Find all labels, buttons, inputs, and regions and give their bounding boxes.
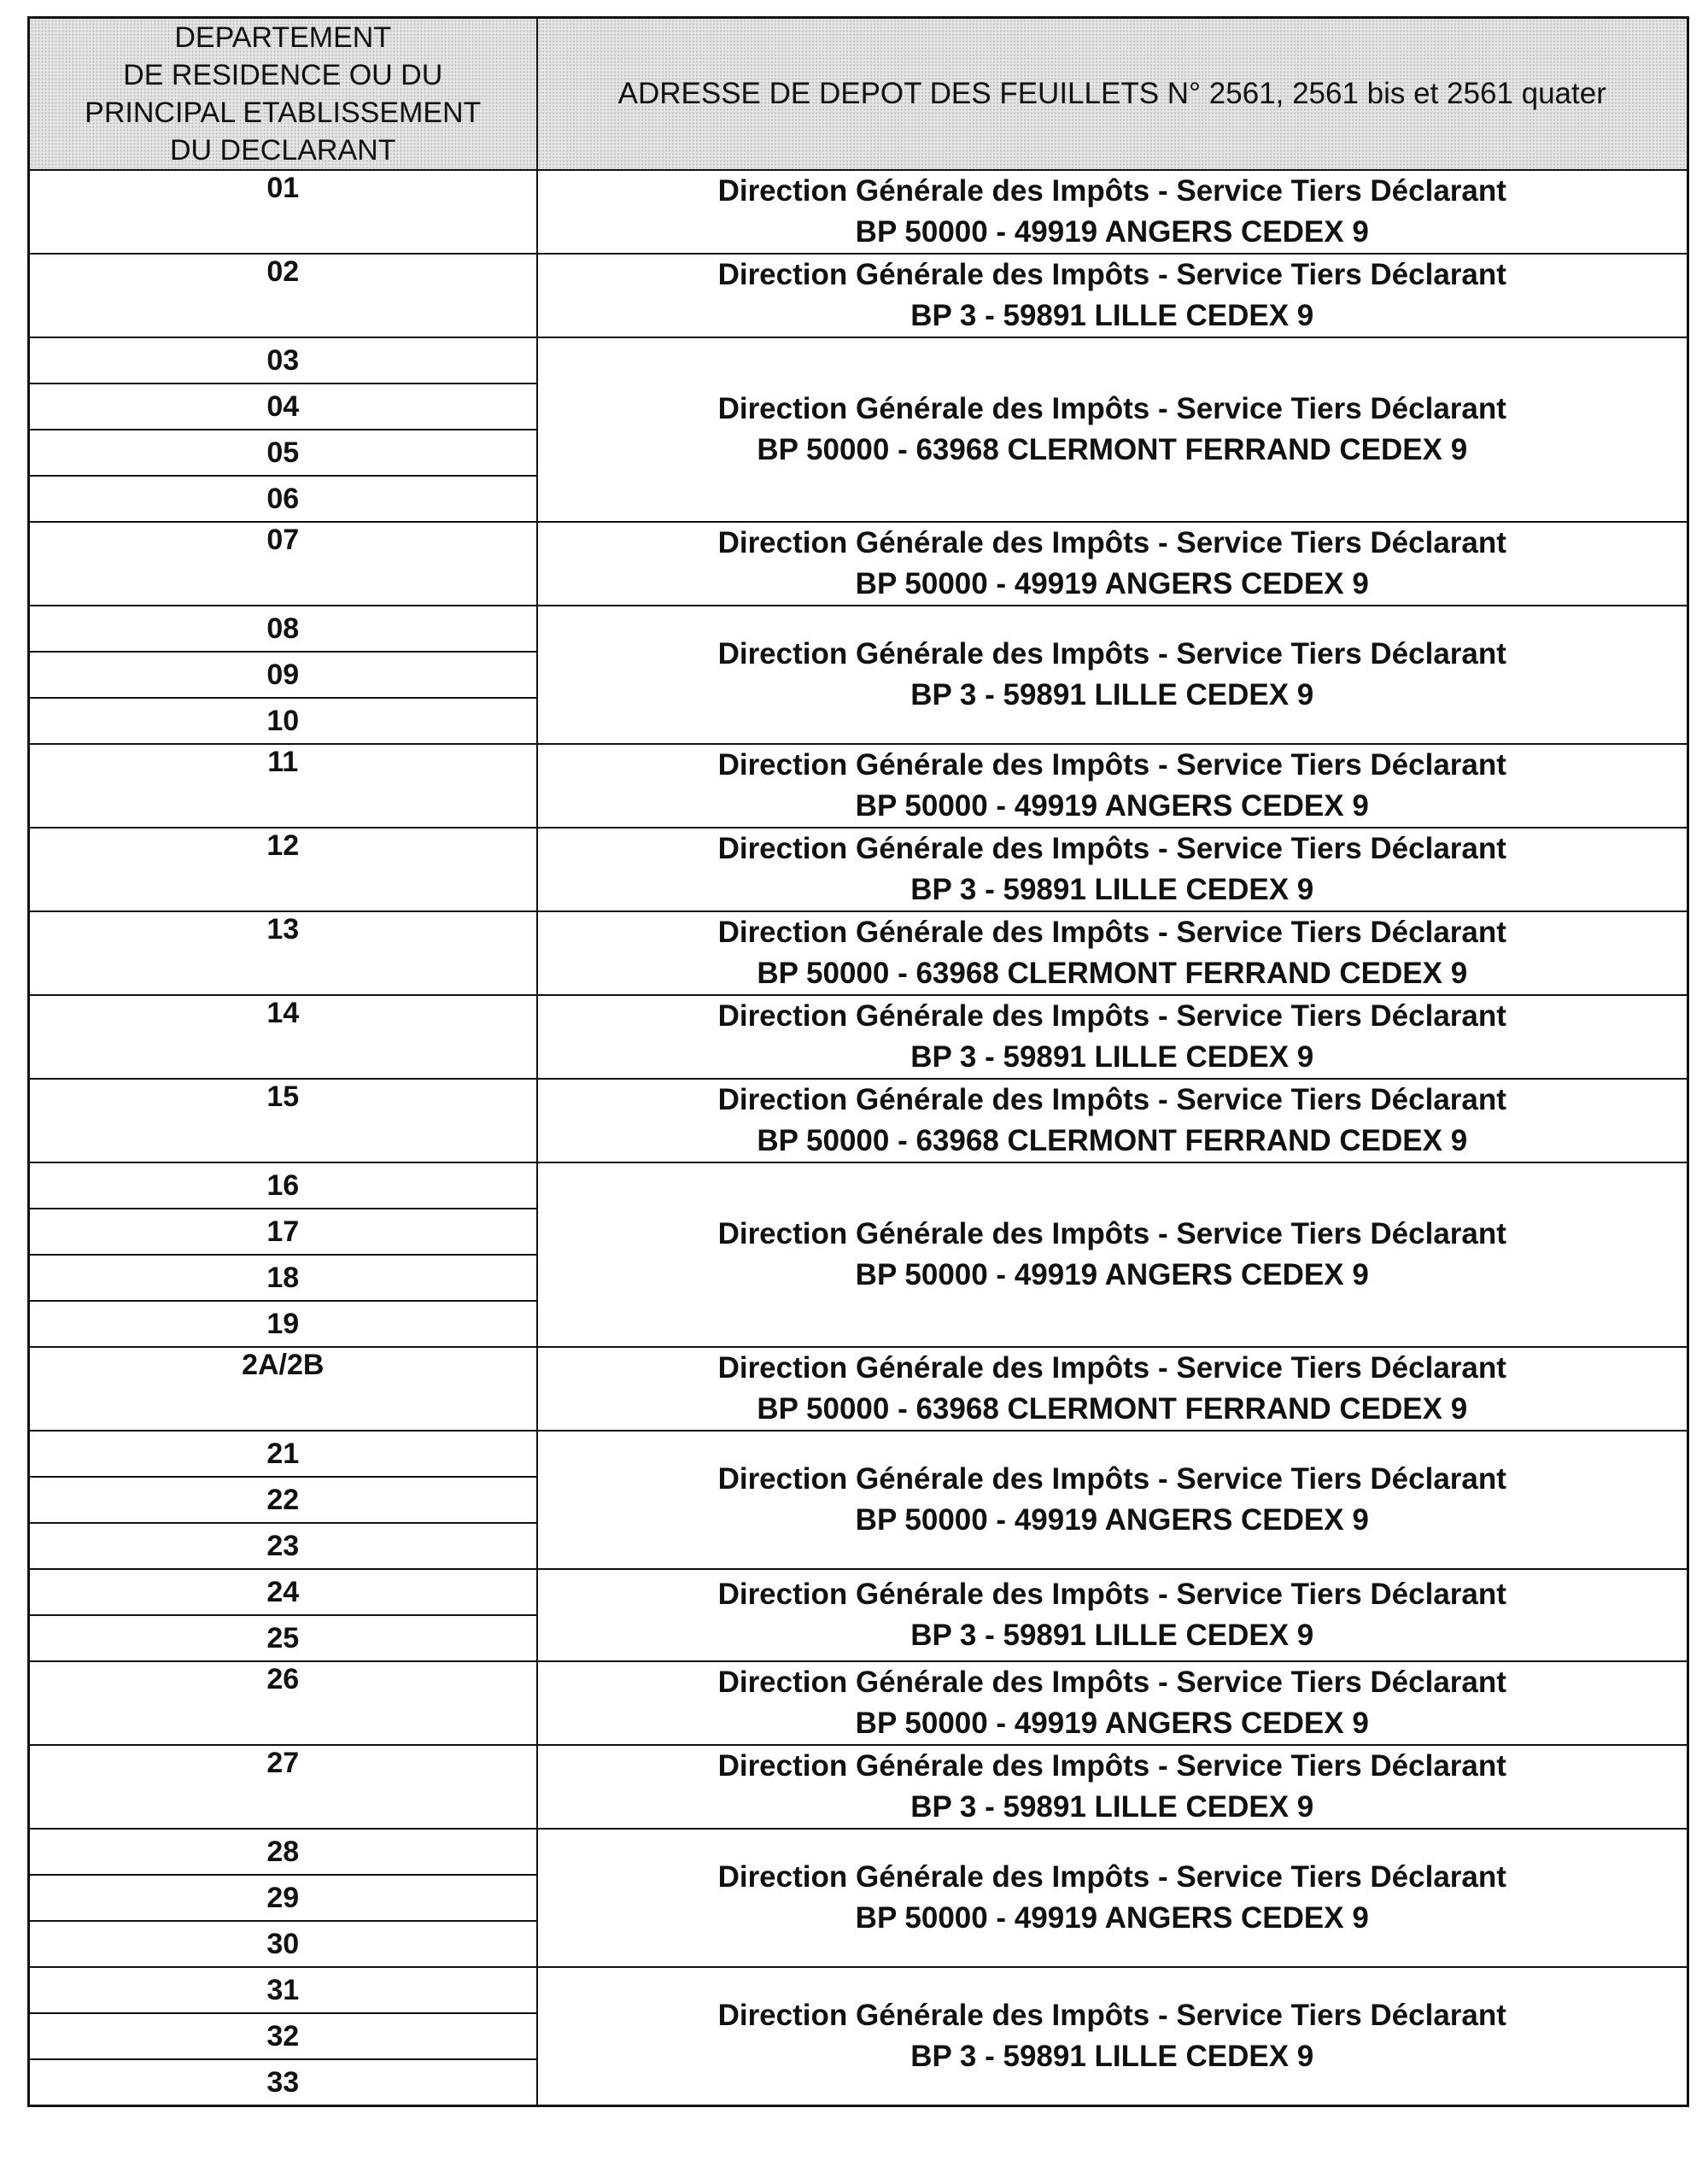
table-row [29, 1079, 1688, 1162]
department-code-cell: 03 [29, 337, 537, 384]
deposit-address-cell [537, 1661, 1688, 1745]
deposit-address-cell [537, 522, 1688, 606]
address-office-line: Direction Générale des Impôts - Service Tiers Déclarant [717, 1666, 1506, 1699]
address-header-text: ADRESSE DE DEPOT DES FEUILLETS N° 2561, 2561 bis et 2561 quater [617, 77, 1606, 110]
document-page [27, 16, 1687, 2107]
department-code-cell: 29 [29, 1875, 537, 1921]
deposit-address-cell [537, 744, 1688, 828]
address-postal-line: BP 50000 - 63968 CLERMONT FERRAND CEDEX 9 [757, 433, 1468, 466]
deposit-address-cell [537, 995, 1688, 1079]
table-row [29, 1661, 1688, 1745]
address-postal-line: BP 50000 - 49919 ANGERS CEDEX 9 [855, 1503, 1369, 1537]
header-row [29, 18, 1688, 171]
address-postal-line: BP 3 - 59891 LILLE CEDEX 9 [910, 299, 1314, 332]
department-code-cell: 28 [29, 1829, 537, 1875]
address-postal-line: BP 50000 - 49919 ANGERS CEDEX 9 [855, 789, 1369, 823]
department-code-cell: 01 [29, 170, 537, 254]
department-header-line: DE RESIDENCE OU DU [123, 59, 443, 91]
address-office-line: Direction Générale des Impôts - Service Tiers Déclarant [717, 832, 1506, 865]
deposit-address-cell [537, 337, 1688, 522]
department-code-cell: 31 [29, 1967, 537, 2013]
address-postal-line: BP 3 - 59891 LILLE CEDEX 9 [910, 1040, 1314, 1074]
address-postal-line: BP 3 - 59891 LILLE CEDEX 9 [910, 873, 1314, 906]
address-office-line: Direction Générale des Impôts - Service Tiers Déclarant [717, 392, 1506, 425]
department-code-cell: 18 [29, 1255, 537, 1301]
address-column-header [537, 18, 1688, 171]
table-row [29, 522, 1688, 606]
address-postal-line: BP 50000 - 63968 CLERMONT FERRAND CEDEX 9 [757, 1392, 1468, 1426]
address-postal-line: BP 50000 - 49919 ANGERS CEDEX 9 [855, 1258, 1369, 1291]
department-header-line: PRINCIPAL ETABLISSEMENT [85, 97, 482, 129]
deposit-address-cell [537, 911, 1688, 995]
department-header-line: DU DECLARANT [170, 134, 396, 167]
department-code-cell: 30 [29, 1921, 537, 1967]
department-code-cell: 16 [29, 1162, 537, 1209]
table-row [29, 606, 1688, 652]
department-code-cell: 02 [29, 254, 537, 337]
department-code-cell: 07 [29, 522, 537, 606]
table-row [29, 1347, 1688, 1431]
department-code-cell: 08 [29, 606, 537, 652]
deposit-address-cell [537, 606, 1688, 744]
table-row [29, 254, 1688, 337]
address-office-line: Direction Générale des Impôts - Service Tiers Déclarant [717, 1749, 1506, 1783]
department-code-cell: 10 [29, 698, 537, 744]
address-postal-line: BP 50000 - 63968 CLERMONT FERRAND CEDEX 9 [757, 1124, 1468, 1157]
table-row [29, 1162, 1688, 1209]
department-code-cell: 22 [29, 1477, 537, 1523]
table-row [29, 1829, 1688, 1875]
department-code-cell: 24 [29, 1569, 537, 1615]
address-postal-line: BP 50000 - 49919 ANGERS CEDEX 9 [855, 1707, 1369, 1740]
deposit-address-cell [537, 1745, 1688, 1829]
deposit-address-cell [537, 254, 1688, 337]
deposit-address-table [27, 16, 1689, 2107]
table-row [29, 1431, 1688, 1477]
department-column-header [29, 18, 537, 171]
address-office-line: Direction Générale des Impôts - Service Tiers Déclarant [717, 174, 1506, 208]
department-code-cell: 23 [29, 1523, 537, 1569]
deposit-address-cell [537, 1347, 1688, 1431]
table-row [29, 1569, 1688, 1615]
department-code-cell: 09 [29, 652, 537, 698]
table-row [29, 828, 1688, 911]
department-code-cell: 05 [29, 430, 537, 476]
table-row [29, 995, 1688, 1079]
deposit-address-cell [537, 828, 1688, 911]
deposit-address-cell [537, 170, 1688, 254]
department-code-cell: 04 [29, 384, 537, 430]
deposit-address-cell [537, 1967, 1688, 2106]
department-code-cell: 13 [29, 911, 537, 995]
table-body [29, 170, 1688, 2106]
address-postal-line: BP 50000 - 49919 ANGERS CEDEX 9 [855, 215, 1369, 249]
address-postal-line: BP 3 - 59891 LILLE CEDEX 9 [910, 2040, 1314, 2073]
address-office-line: Direction Générale des Impôts - Service Tiers Déclarant [717, 1217, 1506, 1250]
address-postal-line: BP 50000 - 63968 CLERMONT FERRAND CEDEX 9 [757, 957, 1468, 990]
department-header-line: DEPARTEMENT [174, 21, 392, 54]
deposit-address-cell [537, 1569, 1688, 1661]
deposit-address-cell [537, 1079, 1688, 1162]
address-postal-line: BP 3 - 59891 LILLE CEDEX 9 [910, 1790, 1314, 1824]
deposit-address-cell [537, 1829, 1688, 1967]
department-code-cell: 15 [29, 1079, 537, 1162]
department-code-cell: 19 [29, 1301, 537, 1347]
department-code-cell: 25 [29, 1615, 537, 1661]
address-postal-line: BP 3 - 59891 LILLE CEDEX 9 [910, 678, 1314, 711]
address-office-line: Direction Générale des Impôts - Service Tiers Déclarant [717, 1860, 1506, 1894]
address-office-line: Direction Générale des Impôts - Service Tiers Déclarant [717, 1578, 1506, 1611]
address-office-line: Direction Générale des Impôts - Service Tiers Déclarant [717, 526, 1506, 559]
department-code-cell: 11 [29, 744, 537, 828]
department-code-cell: 2A/2B [29, 1347, 537, 1431]
department-code-cell: 06 [29, 476, 537, 522]
address-office-line: Direction Générale des Impôts - Service Tiers Déclarant [717, 999, 1506, 1033]
department-code-cell: 32 [29, 2013, 537, 2059]
address-office-line: Direction Générale des Impôts - Service Tiers Déclarant [717, 258, 1506, 291]
address-office-line: Direction Générale des Impôts - Service Tiers Déclarant [717, 1999, 1506, 2032]
address-office-line: Direction Générale des Impôts - Service Tiers Déclarant [717, 1462, 1506, 1496]
department-code-cell: 21 [29, 1431, 537, 1477]
address-office-line: Direction Générale des Impôts - Service Tiers Déclarant [717, 916, 1506, 949]
address-postal-line: BP 50000 - 49919 ANGERS CEDEX 9 [855, 567, 1369, 600]
department-code-cell: 26 [29, 1661, 537, 1745]
table-header [29, 18, 1688, 171]
department-code-cell: 14 [29, 995, 537, 1079]
table-row [29, 337, 1688, 384]
deposit-address-cell [537, 1431, 1688, 1569]
department-code-cell: 17 [29, 1209, 537, 1255]
department-code-cell: 27 [29, 1745, 537, 1829]
table-row [29, 1745, 1688, 1829]
address-postal-line: BP 3 - 59891 LILLE CEDEX 9 [910, 1619, 1314, 1652]
table-row [29, 744, 1688, 828]
deposit-address-cell [537, 1162, 1688, 1347]
address-office-line: Direction Générale des Impôts - Service Tiers Déclarant [717, 637, 1506, 670]
department-code-cell: 33 [29, 2059, 537, 2106]
table-row [29, 170, 1688, 254]
address-office-line: Direction Générale des Impôts - Service Tiers Déclarant [717, 1083, 1506, 1116]
table-row [29, 911, 1688, 995]
address-office-line: Direction Générale des Impôts - Service Tiers Déclarant [717, 748, 1506, 782]
table-row [29, 1967, 1688, 2013]
address-postal-line: BP 50000 - 49919 ANGERS CEDEX 9 [855, 1901, 1369, 1935]
address-office-line: Direction Générale des Impôts - Service Tiers Déclarant [717, 1351, 1506, 1385]
department-code-cell: 12 [29, 828, 537, 911]
